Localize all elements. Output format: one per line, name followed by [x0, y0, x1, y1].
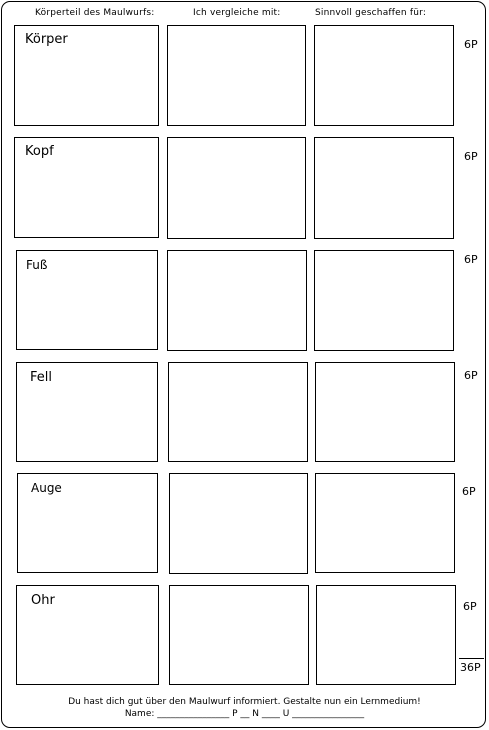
row-label: Fell: [30, 370, 52, 385]
row-compare-box[interactable]: [167, 137, 306, 239]
row-compare-box[interactable]: [167, 25, 306, 126]
row-points: 6P: [464, 253, 478, 266]
footer-instruction: Du hast dich gut über den Maulwurf informiert. Gestalte nun ein Lernmedium!: [68, 697, 421, 707]
row-points: 6P: [462, 485, 476, 498]
row-purpose-box[interactable]: [315, 473, 455, 573]
footer-name-line[interactable]: Name: ________________ P __ N ____ U ________________: [124, 709, 365, 719]
row-label: Auge: [31, 481, 62, 495]
row-purpose-box[interactable]: [314, 137, 454, 239]
row-purpose-box[interactable]: [314, 25, 454, 126]
row-points: 6P: [464, 369, 478, 382]
total-points: 36P: [460, 661, 481, 674]
row-purpose-box[interactable]: [314, 250, 454, 351]
row-label: Fuß: [26, 258, 48, 272]
row-label: Ohr: [31, 593, 55, 608]
row-label: Kopf: [25, 144, 54, 159]
row-label: Körper: [25, 32, 68, 47]
total-divider: [459, 658, 484, 659]
row-points: 6P: [464, 38, 478, 51]
row-compare-box[interactable]: [167, 250, 307, 351]
row-points: 6P: [464, 150, 478, 163]
row-purpose-box[interactable]: [316, 585, 456, 685]
row-compare-box[interactable]: [168, 362, 308, 462]
row-points: 6P: [463, 600, 477, 613]
header-purpose: Sinnvoll geschaffen für:: [315, 8, 427, 18]
header-compare: Ich vergleiche mit:: [193, 8, 281, 18]
row-compare-box[interactable]: [169, 585, 309, 685]
row-compare-box[interactable]: [169, 473, 308, 574]
row-purpose-box[interactable]: [315, 362, 455, 462]
header-body-part: Körperteil des Maulwurfs:: [35, 8, 155, 18]
